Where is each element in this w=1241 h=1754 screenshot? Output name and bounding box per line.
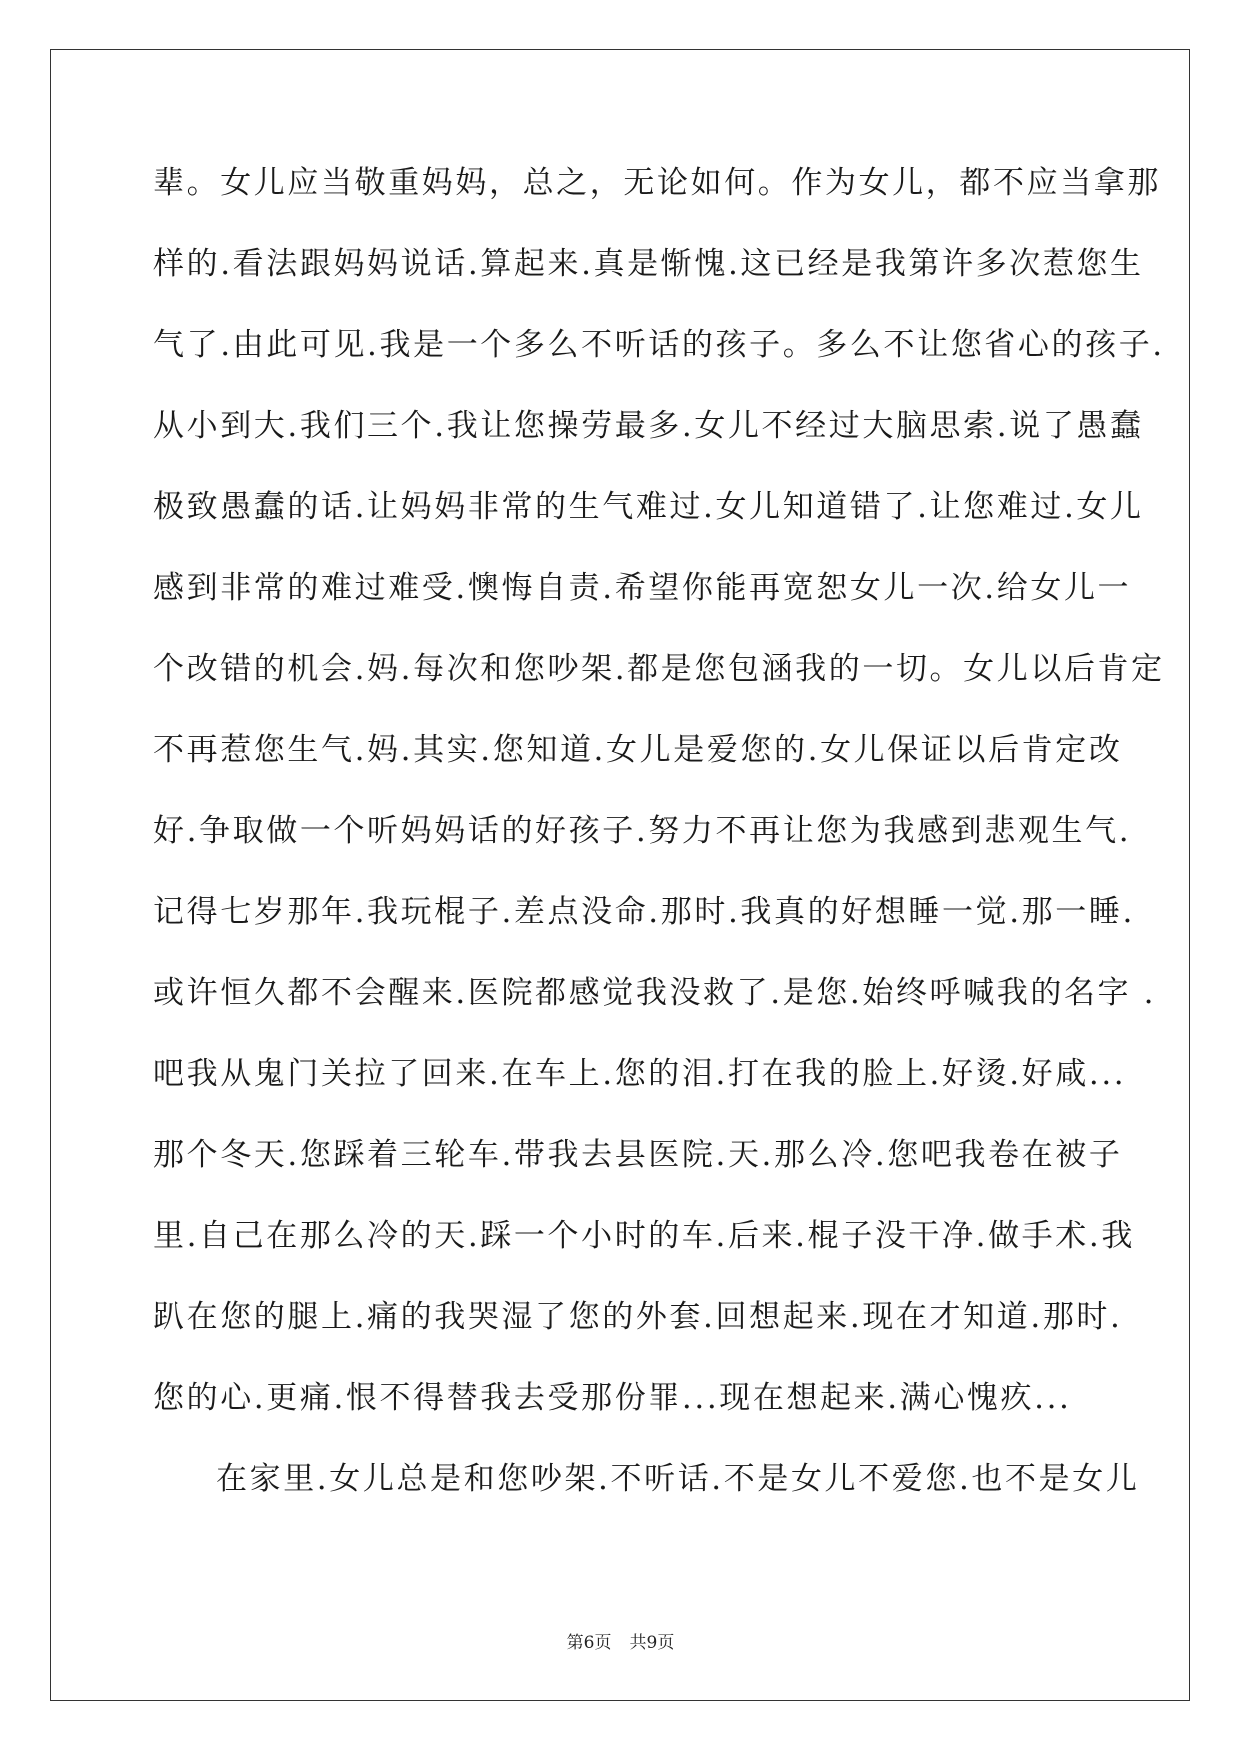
text-line: 个改错的机会.妈.每次和您吵架.都是您包涵我的一切。女儿以后肯定	[153, 651, 1165, 687]
text-line: 不再惹您生气.妈.其实.您知道.女儿是爱您的.女儿保证以后肯定改	[153, 732, 1123, 768]
text-line: 那个冬天.您踩着三轮车.带我去县医院.天.那么冷.您吧我卷在被子	[153, 1137, 1123, 1173]
text-line: 里.自己在那么冷的天.踩一个小时的车.后来.棍子没干净.做手术.我	[153, 1218, 1135, 1254]
text-line: 记得七岁那年.我玩棍子.差点没命.那时.我真的好想睡一觉.那一睡.	[153, 894, 1135, 930]
text-line: 在家里.女儿总是和您吵架.不听话.不是女儿不爱您.也不是女儿	[216, 1461, 1140, 1497]
text-line: 辈。女儿应当敬重妈妈，总之，无论如何。作为女儿，都不应当拿那	[153, 165, 1161, 201]
current-page-number: 第6页	[566, 1633, 612, 1653]
body-text	[153, 156, 1165, 1533]
text-line: 趴在您的腿上.痛的我哭湿了您的外套.回想起来.现在才知道.那时.	[153, 1299, 1123, 1335]
text-line: 从小到大.我们三个.我让您操劳最多.女儿不经过大脑思索.说了愚蠢	[153, 408, 1144, 444]
text-line: 感到非常的难过难受.懊悔自责.希望你能再宽恕女儿一次.给女儿一	[153, 570, 1132, 606]
page-footer	[0, 1628, 1241, 1653]
text-line: 好.争取做一个听妈妈话的好孩子.努力不再让您为我感到悲观生气.	[153, 813, 1132, 849]
text-line: 吧我从鬼门关拉了回来.在车上.您的泪.打在我的脸上.好烫.好咸...	[153, 1056, 1127, 1092]
text-line: 气了.由此可见.我是一个多么不听话的孩子。多么不让您省心的孩子.	[153, 327, 1165, 363]
text-line: 您的心.更痛.恨不得替我去受那份罪...现在想起来.满心愧疚...	[153, 1380, 1072, 1416]
text-line: 或许恒久都不会醒来.医院都感觉我没救了.是您.始终呼喊我的名字 .	[153, 975, 1157, 1011]
text-line: 极致愚蠢的话.让妈妈非常的生气难过.女儿知道错了.让您难过.女儿	[153, 489, 1144, 525]
total-page-count: 共9页	[629, 1633, 675, 1653]
text-line: 样的.看法跟妈妈说话.算起来.真是惭愧.这已经是我第许多次惹您生	[153, 246, 1144, 282]
